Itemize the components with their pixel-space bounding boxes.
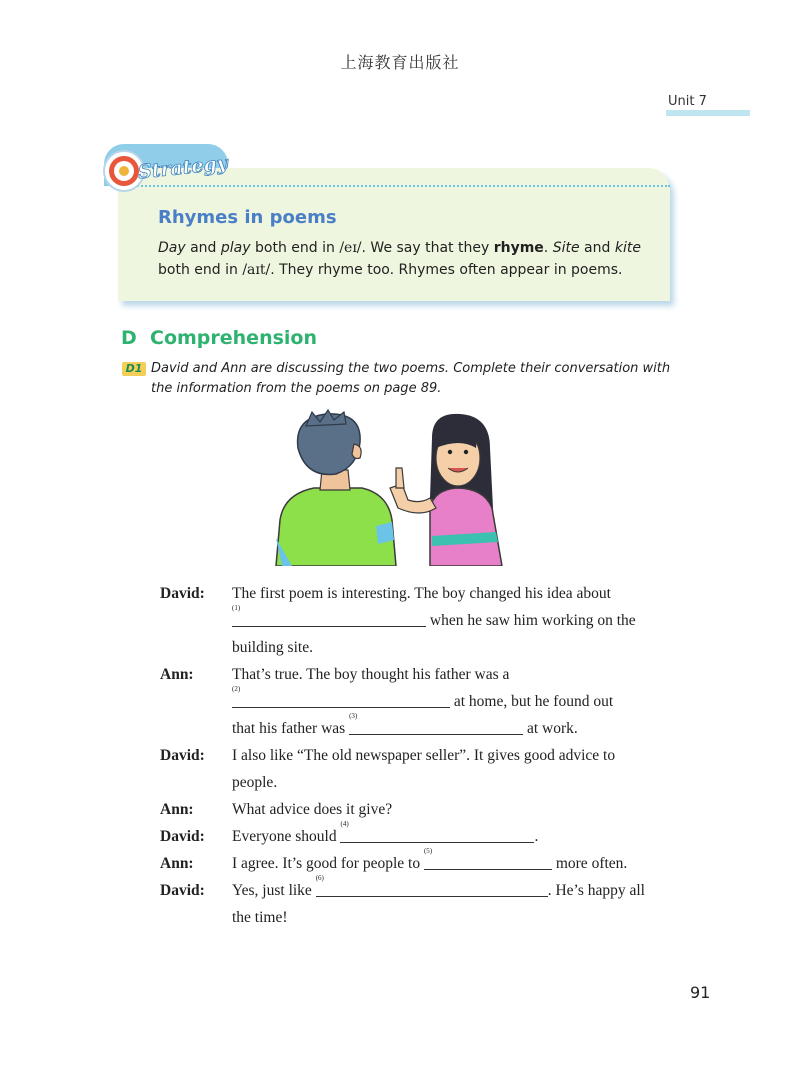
answer-blank-3[interactable]: (3) bbox=[349, 717, 523, 735]
dialogue-line-david-3: David: Everyone should (4) . bbox=[160, 823, 690, 850]
answer-blank-5[interactable]: (5) bbox=[424, 852, 552, 870]
speaker-label: David: bbox=[160, 882, 205, 899]
speaker-label: Ann: bbox=[160, 666, 194, 683]
word-rhyme: rhyme bbox=[493, 240, 544, 256]
strategy-heading: Rhymes in poems bbox=[158, 207, 337, 228]
strategy-body: Day and play both end in /eɪ/. We say that they rhyme. Site and kite both end in /aɪt/. They rhyme too. Rhymes often appear in poems. bbox=[158, 240, 641, 278]
section-title: Comprehension bbox=[150, 327, 317, 349]
word-play: play bbox=[220, 240, 251, 256]
girl-figure bbox=[390, 414, 502, 566]
boy-figure bbox=[276, 410, 396, 566]
section-heading bbox=[121, 327, 317, 349]
children-illustration bbox=[270, 408, 528, 566]
dialogue bbox=[160, 580, 690, 931]
answer-blank-6[interactable]: (6) bbox=[316, 879, 548, 897]
strategy-badge-text: Strategy bbox=[136, 152, 229, 184]
publisher-name: 上海教育出版社 bbox=[340, 53, 460, 72]
page-number: 91 bbox=[690, 983, 711, 1002]
word-kite: kite bbox=[614, 240, 641, 256]
ipa-ait: /aɪt/ bbox=[242, 262, 271, 278]
speaker-label: David: bbox=[160, 828, 205, 845]
dialogue-line-david-1: David: The first poem is interesting. The boy changed his idea about (1) when he saw him working on the building site. bbox=[160, 580, 690, 661]
task-badge: D1 bbox=[122, 362, 146, 376]
speaker-label: David: bbox=[160, 585, 205, 602]
task-instruction: David and Ann are discussing the two poems. Complete their conversation with the information from the poems on page 89. bbox=[151, 361, 671, 396]
unit-label: Unit 7 bbox=[668, 94, 707, 109]
unit-underline-bar bbox=[666, 110, 750, 116]
word-site: Site bbox=[552, 240, 580, 256]
strategy-badge bbox=[102, 146, 234, 192]
dialogue-line-ann-2: Ann: What advice does it give? bbox=[160, 796, 690, 823]
answer-blank-4[interactable]: (4) bbox=[340, 825, 534, 843]
speaker-label: David: bbox=[160, 747, 205, 764]
word-day: Day bbox=[158, 240, 186, 256]
ipa-ei: /eɪ/ bbox=[339, 240, 362, 256]
dialogue-line-david-4: David: Yes, just like (6) . He’s happy all the time! bbox=[160, 877, 690, 931]
dialogue-line-david-2: David: I also like “The old newspaper seller”. It gives good advice to people. bbox=[160, 742, 690, 796]
dialogue-line-ann-1: Ann: That’s true. The boy thought his father was a (2) at home, but he found out that his father was (3) at work. bbox=[160, 661, 690, 742]
section-letter: D bbox=[121, 327, 137, 349]
speaker-label: Ann: bbox=[160, 801, 194, 818]
answer-blank-1[interactable]: (1) bbox=[232, 609, 426, 627]
dialogue-line-ann-3: Ann: I agree. It’s good for people to (5) more often. bbox=[160, 850, 690, 877]
speaker-label: Ann: bbox=[160, 855, 194, 872]
answer-blank-2[interactable]: (2) bbox=[232, 690, 450, 708]
